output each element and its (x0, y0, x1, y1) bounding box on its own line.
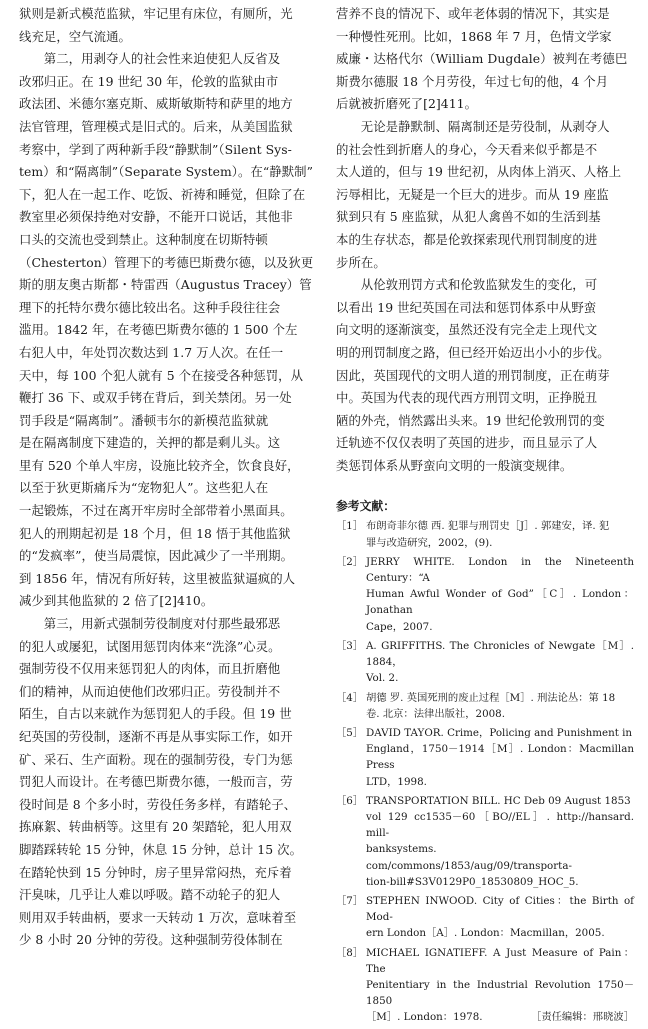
right-paragraph-2: 无论是静默制、隔离制还是劳役制，从剥夺人 的社会性到折磨人的身心，今天看来似乎都是不 太人道的，但与 19 世纪初，从肉体上消灭、人格上 污辱相比，无疑是一个巨大的进步。而从 19 座监 狱到只有 5 座监狱，从犯人禽兽不如的生活到基 本的生存状态，都是伦敦探索现代刑罚制度的进 步所在。 (336, 118, 622, 270)
reference-text (366, 945, 634, 1026)
reference-item (336, 690, 634, 722)
left-column (19, 3, 317, 952)
reference-text: DAVID TAYOR. Crime，Policing and Punishment in England，1750－1914［M］. London：Macmillan Press LTD，1998. (366, 726, 634, 788)
reference-number: ［6］ (336, 794, 364, 807)
reference-item (336, 725, 634, 790)
right-column (336, 3, 634, 1029)
references-title: 参考文献： (336, 499, 395, 514)
reference-item (336, 518, 634, 550)
reference-number: ［1］ (336, 520, 364, 533)
left-paragraph-1: 狱则是新式模范监狱，牢记里有床位，有厕所，光 线充足，空气流通。 (19, 6, 293, 44)
reference-text: 胡德 罗. 英国死刑的废止过程［M］. 刑法论丛：第 18 卷. 北京：法律出版社，2008. (366, 691, 616, 720)
reference-text: 布朗奇菲尔德 西. 犯罪与刑罚史［J］. 郭建安，译. 犯 罪与改造研究，2002，(9). (366, 520, 610, 549)
reference-text: A. GRIFFITHS. The Chronicles of Newgate［M］. 1884， Vol. 2. (366, 639, 634, 685)
reference-number: ［7］ (336, 894, 364, 907)
reference-text: STEPHEN INWOOD. City of Cities：the Birth of Mod- ern London［A］. London：Macmillan，2005. (366, 894, 634, 940)
reference-number: ［2］ (336, 555, 364, 568)
reference-number: ［5］ (336, 726, 364, 739)
reference-item (336, 793, 634, 890)
references-list (336, 518, 634, 1025)
responsible-editor: ［责任编辑：邢晓波］ (531, 1011, 634, 1024)
reference-number: ［8］ (336, 946, 364, 959)
reference-item (336, 638, 634, 687)
reference-number: ［3］ (336, 639, 364, 652)
left-paragraph-2: 第二，用剥夺人的社会性来迫使犯人反省及 改邪归正。在 19 世纪 30 年，伦敦的监狱由市 政法团、米德尔塞克斯、威斯敏斯特和萨里的地方 法官管理，管理模式是旧式的。后来，从美国监狱 考察中，学到了两种新手段“静默制”（Silent Sys- tem）和“隔离制”（Separate System）。在“静默制” 下，犯人在一起工作、吃饭、祈祷和睡觉，但除了在 教室里必须保持绝对安静，不能开口说话，其他非 口头的交流也受到禁止。这种制度在切斯特顿 （Chesterton）管理下的考德巴斯费尔德，以及狄更 斯的朋友奥古斯都・特雷西（Augustus Tracey）管 理下的托特尔费尔德比较出名。这种手段往往会 滥用。1842 年，在考德巴斯费尔德的 1 500 个左 右犯人中，年处罚次数达到 1.7 万人次。在任一 天中，每 100 个犯人就有 5 个在接受各种惩罚，从 鞭打 36 下、或双手铐在背后，到关禁闭。另一处 罚手段是“隔离制”。潘顿韦尔的新模范监狱就 是在隔离制度下建造的，关押的都是剩儿头。这 里有 520 个单人牢房，设施比较齐全，饮食良好， 以至于狄更斯痛斥为“宠物犯人”。这些犯人在 一起锻炼，不过在离开牢房时全部带着小黑面具。 犯人的刑期起初是 18 个月，但 18 悟于其他监狱 的“发疯率”，使当局震惊，因此减少了一半刑期。 到 1856 年，情况有所好转，这里被监狱逼疯的人 减少到其他监狱的 2 倍了[2]410。 (19, 51, 314, 609)
reference-text-body: MICHAEL IGNATIEFF. A Just Measure of Pain：The Penitentiary in the Industrial Revolution 1750－1850 ［M］. London：1978. (366, 946, 634, 1024)
reference-text: TRANSPORTATION BILL. HC Deb 09 August 1853 vol 129 cc1535－60［BO//EL］. http://hansard. mill- banksystems. com/commons/1853/aug/09/transporta- tion-bill#S3V0129P0_18530809_HOC_5. (366, 794, 634, 888)
right-paragraph-1: 营养不良的情况下、或年老体弱的情况下，其实是 一种慢性死刑。比如，1868 年 7 月，色情文学家 威廉・达格代尔（William Dugdale）被判在考德巴 斯费尔德服 18 个月劳役，年过七旬的他，4 个月 后就被折磨死了[2]411。 (336, 6, 628, 112)
reference-item (336, 554, 634, 635)
left-paragraph-3: 第三，用新式强制劳役制度对付那些最邪恶 的犯人或屡犯，试图用惩罚肉体来“洗涤”心灵。 强制劳役不仅用来惩罚犯人的肉体，而且折磨他 们的精神，从而迫使他们改邪归正。劳役制并不 陌生，自古以来就作为惩罚犯人的手段。但 19 世 纪英国的劳役制，逐渐不再是从事实际工作，如开 矿、采石、生产面粉。现在的强制劳役，专门为惩 罚犯人而设计。在考德巴斯费尔德，一般而言，劳 役时间是 8 个多小时，劳役任务多样，有踏轮子、 拣麻絮、转曲柄等。这里有 20 架踏轮，犯人用双 脚踏踩转轮 15 分钟，休息 15 分钟，总计 15 次。 在踏轮快到 15 分钟时，房子里异常闷热，充斥着 汗臭味，几乎让人难以呼吸。踏不动轮子的犯人 则用双手转曲柄，要求一天转动 1 万次，意味着至 少 8 小时 20 分钟的劳役。这种强制劳役体制在 (19, 616, 303, 948)
reference-number: ［4］ (336, 691, 364, 704)
right-paragraph-3: 从伦敦刑罚方式和伦敦监狱发生的变化，可 以看出 19 世纪英国在司法和惩罚体系中从野蛮 向文明的逐渐演变，虽然还没有完全走上现代文 明的刑罚制度之路，但已经开始迈出小小的步伐。 因此，英国现代的文明人道的刑罚制度，正在萌芽 中。英国为代表的现代西方刑罚文明，正挣脱丑 陋的外壳，悄然露出头来。19 世纪伦敦刑罚的变 迁轨迹不仅仅表明了英国的进步，而且显示了人 类惩罚体系从野蛮向文明的一般演变规律。 (336, 277, 610, 473)
reference-item (336, 893, 634, 942)
reference-item (336, 945, 634, 1026)
reference-text: JERRY WHITE. London in the Nineteenth Century：“A Human Awful Wonder of God”［C］. London：Jonathan Cape，2007. (366, 555, 634, 633)
